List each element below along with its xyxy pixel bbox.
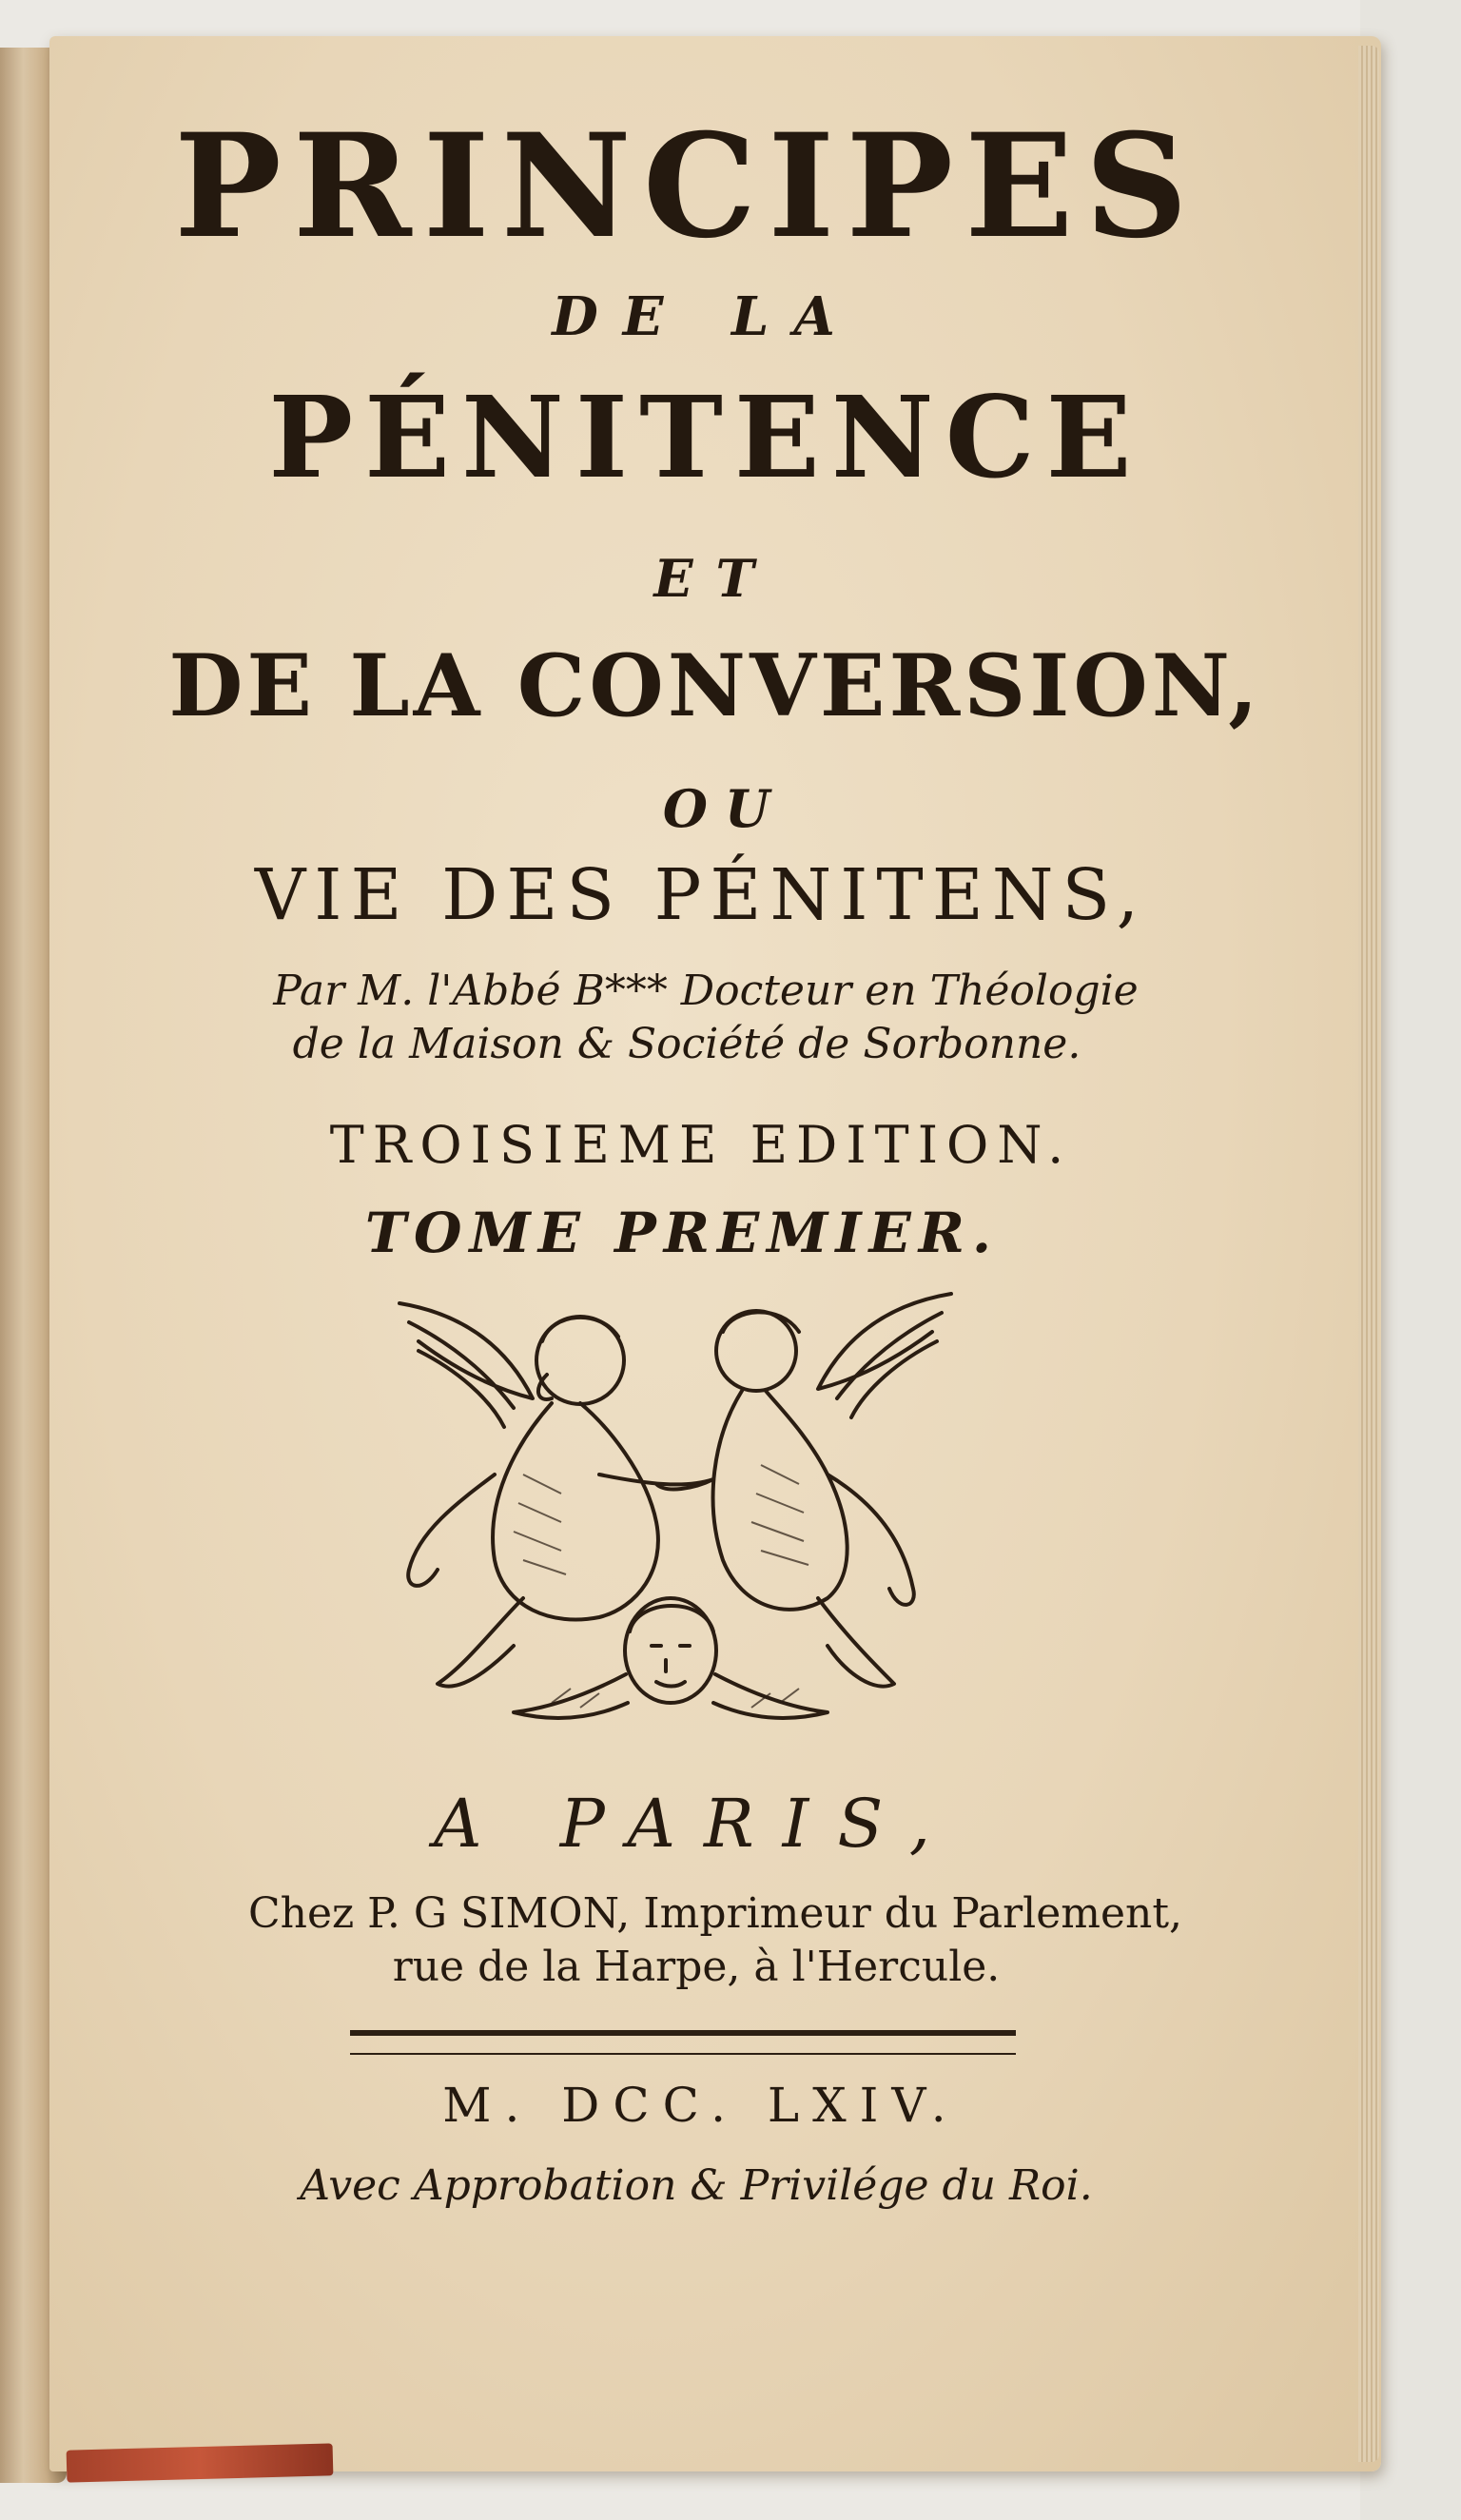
publisher-line-2: rue de la Harpe, à l'Hercule. xyxy=(392,1943,1001,1991)
privilege-line: Avec Approbation & Privilége du Roi. xyxy=(300,2161,1093,2210)
volume-label: TOME PREMIER. xyxy=(364,1201,1000,1265)
edition-label: TROISIEME EDITION. xyxy=(329,1115,1073,1175)
title-de-la-conversion: DE LA CONVERSION, xyxy=(168,635,1262,736)
title-principes: PRINCIPES xyxy=(174,103,1199,270)
author-line-2: de la Maison & Société de Sorbonne. xyxy=(292,1020,1081,1068)
publication-year: M. DCC. LXIV. xyxy=(442,2078,960,2133)
title-de-la: DE LA xyxy=(552,285,860,348)
decorative-rule xyxy=(350,2030,1016,2055)
bookmark-ribbon xyxy=(67,2443,334,2482)
cherubs-ornament-icon xyxy=(380,1284,970,1750)
title-vie-des-penitens: VIE DES PÉNITENS, xyxy=(254,854,1148,936)
title-et: ET xyxy=(653,548,777,609)
imprint-city: A PARIS, xyxy=(433,1785,960,1863)
author-line-1: Par M. l'Abbé B*** Docteur en Théologie xyxy=(273,967,1139,1015)
publisher-line-1: Chez P. G SIMON, Imprimeur du Parlement, xyxy=(247,1889,1183,1938)
title-ou: OU xyxy=(662,778,788,839)
title-penitence: PÉNITENCE xyxy=(268,371,1143,503)
